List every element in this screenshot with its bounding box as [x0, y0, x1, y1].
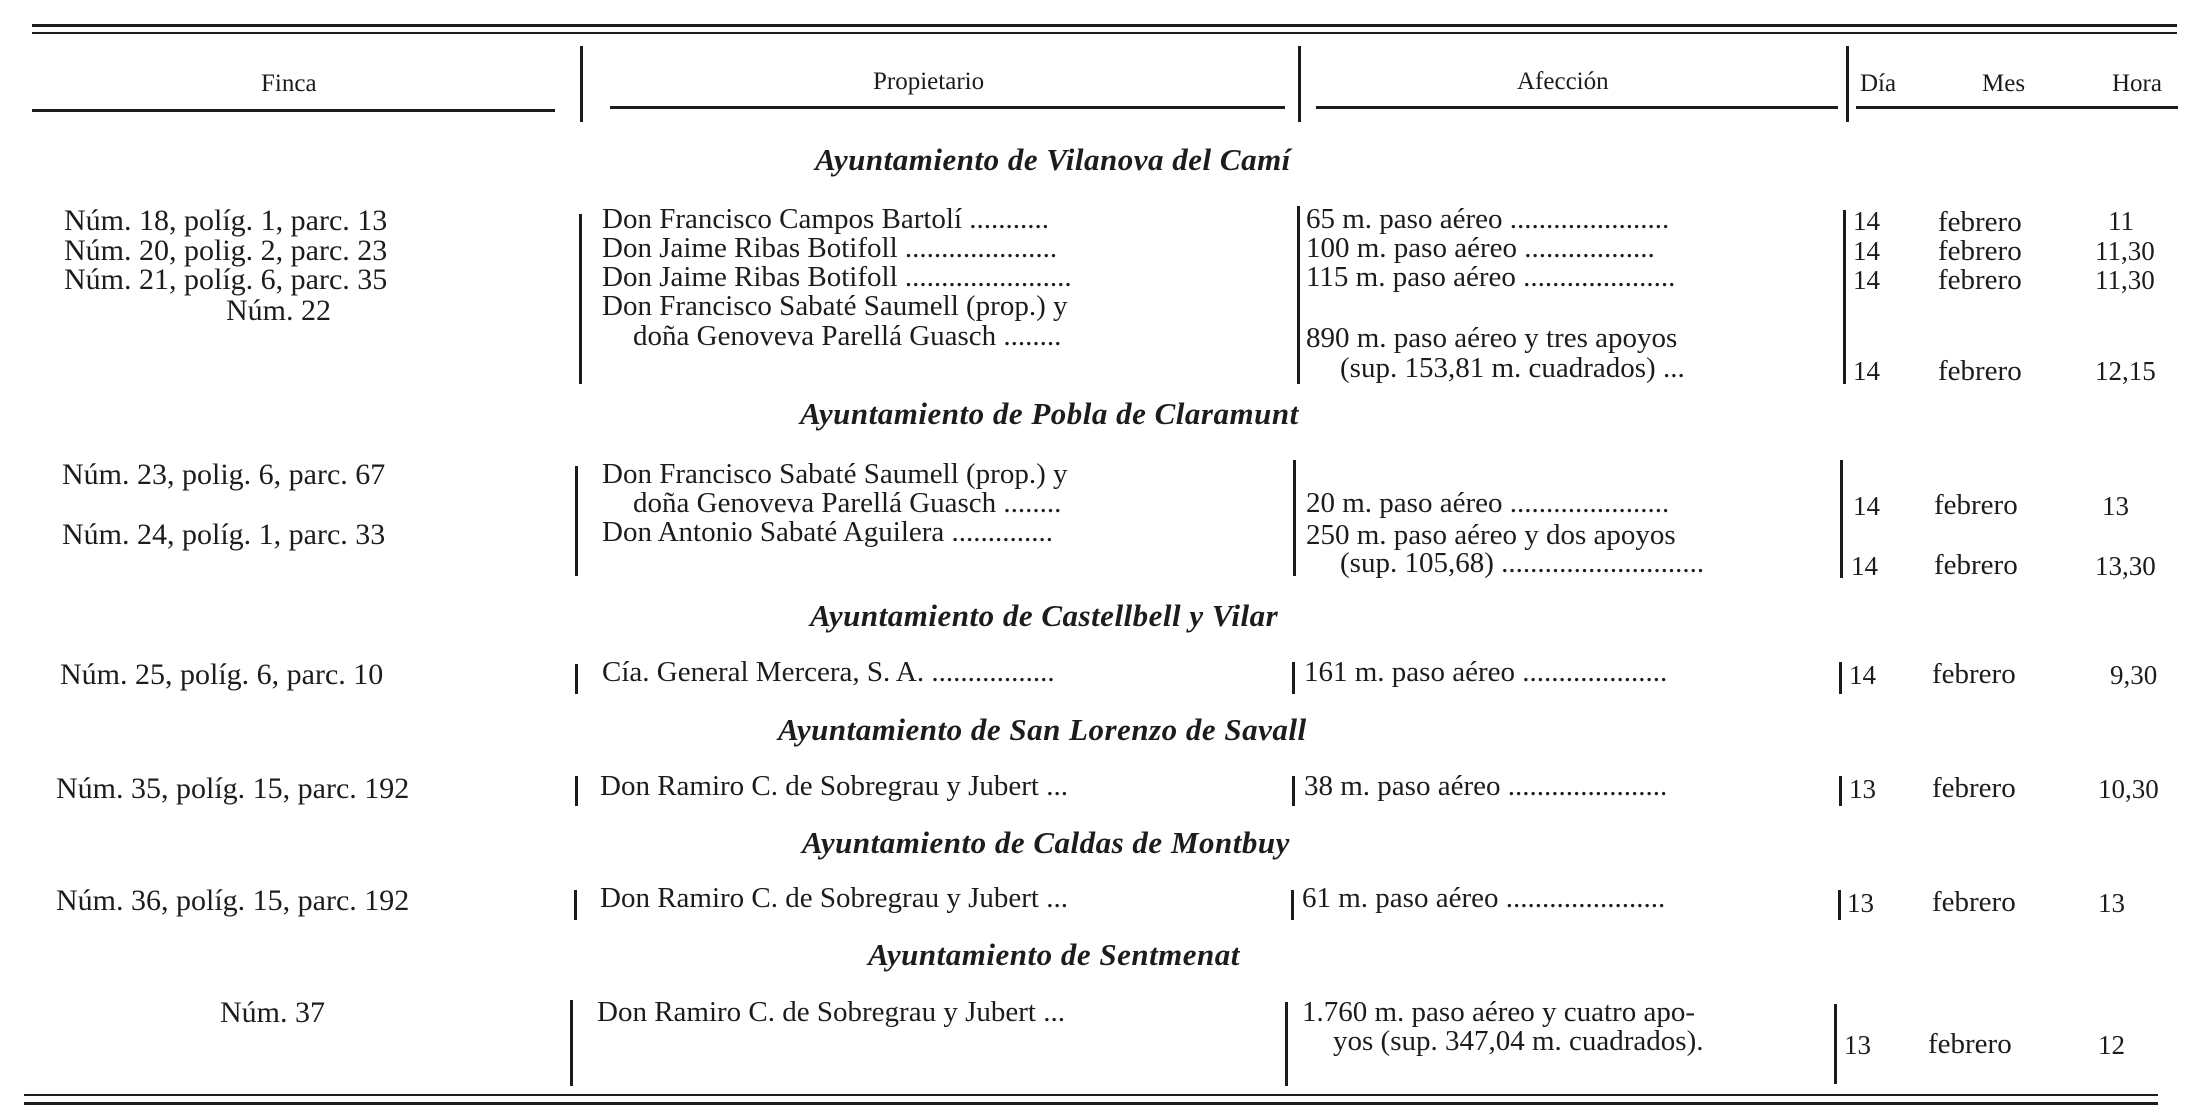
propietario-cell: doña Genoveva Parellá Guasch ........: [633, 487, 1062, 519]
mes-cell: febrero: [1932, 772, 2016, 804]
divider-afec: [1292, 662, 1295, 694]
afeccion-cell: 115 m. paso aéreo .....................: [1306, 261, 1676, 293]
section-title: Ayuntamiento de Vilanova del Camí: [815, 142, 1291, 177]
section-title: Ayuntamiento de Castellbell y Vilar: [810, 598, 1279, 633]
divider-prop: [575, 664, 578, 694]
finca-cell: Núm. 24, políg. 1, parc. 33: [62, 518, 386, 551]
hora-cell: 13,30: [2095, 551, 2156, 581]
finca-cell: Núm. 18, políg. 1, parc. 13: [64, 204, 388, 237]
header-propietario: Propietario: [873, 68, 985, 95]
mes-cell: febrero: [1928, 1028, 2012, 1060]
dia-cell: 14: [1853, 491, 1880, 521]
divider-fecha: [1834, 1004, 1837, 1084]
hora-cell: 9,30: [2110, 660, 2158, 690]
dia-cell: 13: [1844, 1030, 1871, 1060]
afeccion-cell: 20 m. paso aéreo ......................: [1306, 487, 1670, 519]
propietario-cell: Don Jaime Ribas Botifoll .....................: [602, 232, 1058, 264]
divider-fecha: [1843, 210, 1846, 384]
finca-cell: Núm. 22: [226, 294, 331, 327]
afeccion-cell: 100 m. paso aéreo ..................: [1306, 232, 1655, 264]
propietario-cell: Don Jaime Ribas Botifoll .......................: [602, 261, 1072, 293]
hora-cell: 11,30: [2095, 236, 2155, 266]
divider-prop: [574, 890, 577, 920]
afeccion-cell: 38 m. paso aéreo ......................: [1304, 770, 1668, 802]
mes-cell: febrero: [1938, 235, 2022, 267]
propietario-cell: Cía. General Mercera, S. A. .................: [602, 656, 1055, 688]
dia-cell: 13: [1849, 774, 1876, 804]
propietario-cell: Don Ramiro C. de Sobregrau y Jubert ...: [600, 882, 1068, 914]
propietario-cell: Don Antonio Sabaté Aguilera ..............: [602, 516, 1054, 548]
hora-cell: 11,30: [2095, 265, 2155, 295]
header-underline-afeccion: [1316, 106, 1838, 109]
finca-cell: Núm. 23, polig. 6, parc. 67: [62, 458, 386, 491]
propietario-cell: Don Ramiro C. de Sobregrau y Jubert ...: [597, 996, 1065, 1028]
header-underline-finca: [32, 109, 555, 112]
header-underline-propietario: [610, 106, 1285, 109]
header-underline-fecha: [1856, 106, 2178, 109]
dia-cell: 14: [1853, 356, 1880, 386]
top-rule-inner: [32, 32, 2177, 34]
hora-cell: 10,30: [2098, 774, 2159, 804]
propietario-cell: doña Genoveva Parellá Guasch ........: [633, 320, 1062, 352]
finca-cell: Núm. 37: [220, 996, 325, 1029]
divider-afec: [1293, 460, 1296, 576]
divider-afec: [1285, 1002, 1288, 1086]
hora-cell: 11: [2108, 206, 2134, 236]
afeccion-cell: 61 m. paso aéreo ......................: [1302, 882, 1666, 914]
afeccion-cell: 890 m. paso aéreo y tres apoyos: [1306, 322, 1678, 354]
section-title: Ayuntamiento de Caldas de Montbuy: [802, 825, 1290, 860]
finca-cell: Núm. 25, políg. 6, parc. 10: [60, 658, 384, 691]
finca-cell: Núm. 20, polig. 2, parc. 23: [64, 234, 388, 267]
header-divider-2: [1298, 46, 1301, 122]
divider-fecha: [1839, 776, 1842, 806]
propietario-cell: Don Francisco Campos Bartolí ...........: [602, 203, 1050, 235]
header-hora: Hora: [2112, 70, 2162, 97]
afeccion-cell: (sup. 153,81 m. cuadrados) ...: [1340, 352, 1685, 384]
hora-cell: 13: [2102, 491, 2129, 521]
afeccion-cell: 1.760 m. paso aéreo y cuatro apo-: [1302, 996, 1695, 1028]
propietario-cell: Don Francisco Sabaté Saumell (prop.) y: [602, 290, 1068, 322]
finca-cell: Núm. 21, políg. 6, parc. 35: [64, 263, 388, 296]
finca-cell: Núm. 35, políg. 15, parc. 192: [56, 772, 410, 805]
hora-cell: 13: [2098, 888, 2125, 918]
afeccion-cell: yos (sup. 347,04 m. cuadrados).: [1333, 1025, 1704, 1057]
propietario-cell: Don Ramiro C. de Sobregrau y Jubert ...: [600, 770, 1068, 802]
hora-cell: 12: [2098, 1030, 2125, 1060]
header-dia: Día: [1860, 70, 1897, 97]
dia-cell: 14: [1849, 660, 1876, 690]
divider-prop: [575, 466, 578, 576]
divider-afec: [1291, 890, 1294, 920]
header-divider-1: [580, 46, 583, 122]
afeccion-cell: 161 m. paso aéreo ....................: [1304, 656, 1668, 688]
mes-cell: febrero: [1932, 658, 2016, 690]
section-title: Ayuntamiento de Pobla de Claramunt: [800, 396, 1299, 431]
header-afeccion: Afección: [1517, 68, 1609, 95]
mes-cell: febrero: [1932, 886, 2016, 918]
mes-cell: febrero: [1938, 206, 2022, 238]
divider-afec: [1297, 206, 1300, 384]
mes-cell: febrero: [1934, 489, 2018, 521]
mes-cell: febrero: [1934, 549, 2018, 581]
dia-cell: 14: [1853, 236, 1880, 266]
divider-fecha: [1840, 460, 1843, 578]
divider-fecha: [1839, 662, 1842, 694]
hora-cell: 12,15: [2095, 356, 2156, 386]
section-title: Ayuntamiento de Sentmenat: [868, 937, 1240, 972]
top-rule-outer: [32, 24, 2177, 27]
divider-prop: [579, 214, 582, 384]
afeccion-cell: 250 m. paso aéreo y dos apoyos: [1306, 519, 1676, 551]
mes-cell: febrero: [1938, 355, 2022, 387]
bottom-rule-inner: [24, 1094, 2158, 1096]
dia-cell: 14: [1853, 265, 1880, 295]
divider-fecha: [1838, 890, 1841, 920]
propietario-cell: Don Francisco Sabaté Saumell (prop.) y: [602, 458, 1068, 490]
dia-cell: 14: [1853, 206, 1880, 236]
header-finca: Finca: [261, 70, 317, 97]
dia-cell: 13: [1847, 888, 1874, 918]
bottom-rule-outer: [24, 1102, 2158, 1105]
finca-cell: Núm. 36, políg. 15, parc. 192: [56, 884, 410, 917]
afeccion-cell: (sup. 105,68) ............................: [1340, 547, 1705, 579]
header-mes: Mes: [1982, 70, 2026, 97]
divider-prop: [575, 776, 578, 806]
dia-cell: 14: [1851, 551, 1878, 581]
divider-prop: [570, 1000, 573, 1086]
section-title: Ayuntamiento de San Lorenzo de Savall: [778, 712, 1307, 747]
afeccion-cell: 65 m. paso aéreo ......................: [1306, 203, 1670, 235]
header-divider-3: [1846, 46, 1849, 122]
mes-cell: febrero: [1938, 264, 2022, 296]
divider-afec: [1292, 776, 1295, 806]
